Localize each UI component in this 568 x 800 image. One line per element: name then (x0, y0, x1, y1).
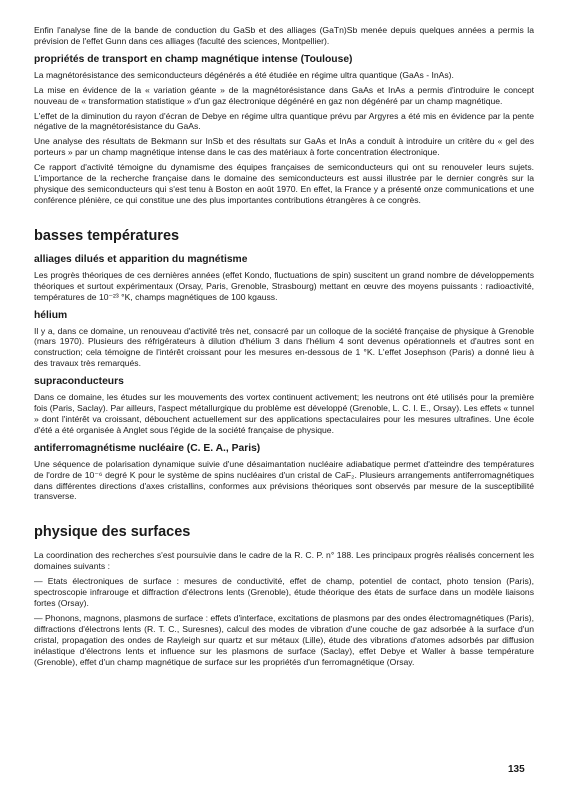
alliages-heading: alliages dilués et apparition du magnétisme (34, 253, 248, 265)
alliages-paragraph: Les progrès théoriques de ces dernières années (effet Kondo, fluctuations de spin) suscitent un grand nombre de développements théoriques et surtout expérimentaux (Orsay, Paris, Grenoble, Strasbourg) mettant en œuvre des moyens puissants : radioactivité, températures de 10⁻²³ °K, champs magnétiques de 100 kgauss. (34, 269, 534, 302)
antiferro-heading: antiferromagnétisme nucléaire (C. E. A., Paris) (34, 442, 261, 454)
surfaces-paragraph-1: La coordination des recherches s'est poursuivie dans le cadre de la R. C. P. n° 188. Les principaux progrès réalisés concernent les domaines suivants : (34, 550, 534, 572)
helium-paragraph: Il y a, dans ce domaine, un renouveau d'activité très net, consacré par un colloque de la société française de physique à Grenoble (mars 1970). Plusieurs des réfrigérateurs à dilution d'hélium 3 dans l'hélium 4 sont devenus opérationnels et d'autres sont en construction; cela témoigne de l'intérêt croissant pour les mesures en-dessous de 1 °K. L'effet Josephson (Paris) a donné lieu à des travaux très remarqués. (34, 325, 534, 369)
transport-paragraph-3: L'effet de la diminution du rayon d'écran de Debye en régime ultra quantique prévu par Argyres a été mis en évidence par la pente négative de la magnétorésistance du GaAs. (34, 110, 534, 132)
text-column (34, 25, 534, 671)
antiferro-paragraph: Une séquence de polarisation dynamique suivie d'une désaimantation nucléaire adiabatique permet d'atteindre des températures de l'ordre de 10⁻⁶ degré K pour le système de spins nucléaires d'un cristal de CaF₂. Plusieurs arrangements antiferromagnétiques dans différentes directions d'axes cristallins, conformes aux prévisions théoriques sont observés par mesure de la susceptibilité transverse. (34, 458, 534, 502)
surfaces-paragraph-3: — Phonons, magnons, plasmons de surface : effets d'interface, excitations de plasmons par des ondes électromagnétiques (Paris), diffractions d'électrons lents (R. T. C., Suresnes), calcul des modes de vibration d'une couche de gaz adsorbée à la surface d'un cristal, propagation des ondes de Rayleigh sur quartz et sur métaux (Lille), étude des vibrations d'atomes adsorbés par diffusion inélastique d'électrons lents et influence sur les plasmons de surface (Saclay), effet Debye et Waller à basse température (Grenoble), effet d'un champ magnétique de surface sur les propriétés d'un ferromagnétique (Orsay. (34, 612, 534, 667)
surfaces-paragraph-2: — Etats électroniques de surface : mesures de conductivité, effet de champ, potentiel de contact, photo tension (Paris), spectroscopie infrarouge et diffraction d'électrons lents (Grenoble), étude théorique des états de surface dans un modèle liaisons fortes (Orsay). (34, 576, 534, 608)
intro-paragraph: Enfin l'analyse fine de la bande de conduction du GaSb et des alliages (GaTn)Sb menée depuis quelques années a permis la prévision de l'effet Gunn dans ces alliages (faculté des sciences, Montpellier). (34, 25, 534, 46)
transport-paragraph-2: La mise en évidence de la « variation géante » de la magnétorésistance dans GaAs et InAs a permis d'introduire le concept nouveau de « transformation statistique » d'un gaz électronique dégénéré en gaz non dégénéré par un champ magnétique. (34, 84, 534, 106)
page-number: 135 (508, 764, 525, 775)
transport-paragraph-4: Une analyse des résultats de Bekmann sur InSb et des résultats sur GaAs et InAs a conduit à introduire un critère du « gel des porteurs » par un champ magnétique intense dans le cas des matériaux à forte concentration électronique. (34, 136, 534, 158)
transport-paragraph-5: Ce rapport d'activité témoigne du dynamisme des équipes françaises de semiconducteurs qui ont su renouveler leurs sujets. L'importance de la recherche française dans le domaine des semiconducteurs est aussi illustrée par le dernier congrès sur la physique des semiconducteurs qui s'est tenu à Boston en août 1970. En effet, la France y a présenté onze communications et une conférence plénière, ce qui constitue une des plus importantes contributions étrangères à ce congrès. (34, 162, 534, 205)
surfaces-heading: physique des surfaces (34, 524, 191, 541)
helium-heading: hélium (34, 309, 68, 321)
supraconducteurs-heading: supraconducteurs (34, 376, 124, 388)
supraconducteurs-paragraph: Dans ce domaine, les études sur les mouvements des vortex continuent activement; les neutrons ont été utilisés pour la première fois (Paris, Saclay). Par ailleurs, l'aspect métallurgique du problème est développé (Grenoble, L. C. I. E., Orsay). Les effets « tunnel » dont l'intérêt va croissant, débouchent actuellement sur des applications spectaculaires pour les mesures ultrafines. Une école d'été a été organisée à Anglet sous l'égide de la société française de physique. (34, 392, 534, 435)
transport-heading: propriétés de transport en champ magnétique intense (Toulouse) (34, 53, 353, 65)
transport-paragraph-1: La magnétorésistance des semiconducteurs dégénérés a été étudiée en régime ultra quantique (GaAs - InAs). (34, 69, 454, 80)
basses-temperatures-heading: basses températures (34, 227, 180, 244)
